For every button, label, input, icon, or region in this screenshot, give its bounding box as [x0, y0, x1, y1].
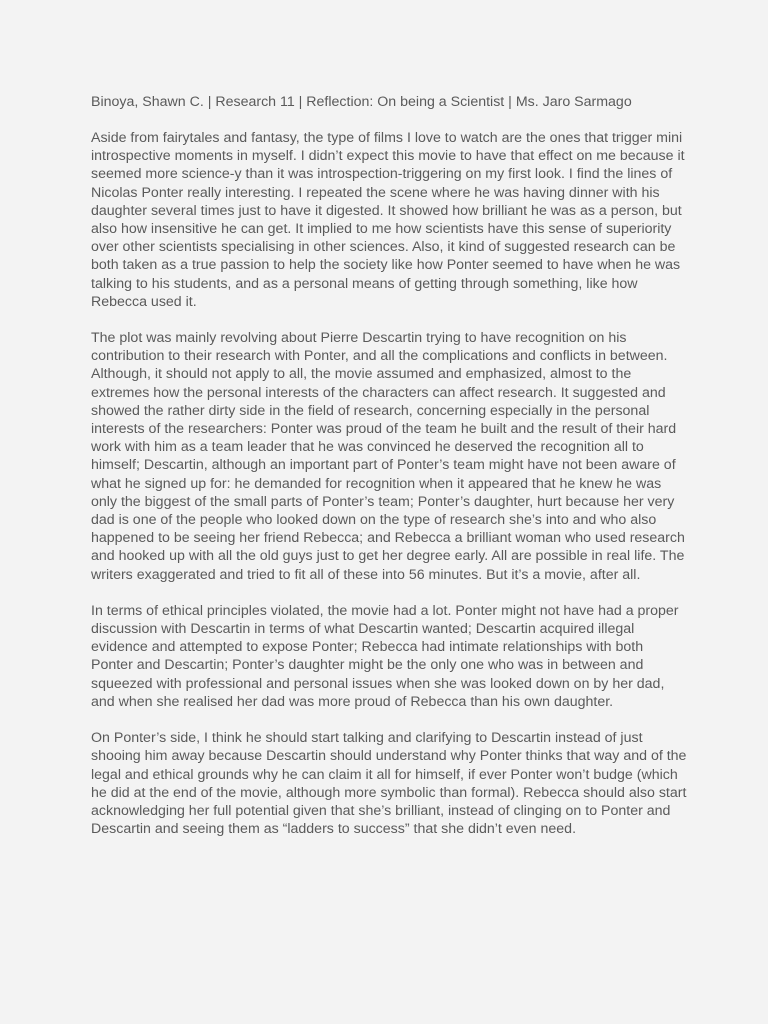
paragraph-plot: The plot was mainly revolving about Pierre Descartin trying to have recognition on his contribution to their research with Ponter, and all the complications and conflicts in between. Although, it should not apply to all, the movie assumed and emphasized, almost to the extremes how the personal interests of the characters can affect research. It suggested and showed the rather dirty side in the field of research, concerning especially in the personal interests of the researchers: Ponter was proud of the team he built and the result of their hard work with him as a team leader that he was convinced he deserved the recognition all to himself; Descartin, although an important part of Ponter’s team might have not been aware of what he signed up for: he demanded for recognition when it appeared that he knew he was only the biggest of the small parts of Ponter’s team; Ponter’s daughter, hurt because her very dad is one of the people who looked down on the type of research she’s into and who also happened to be seeing her friend Rebecca; and Rebecca a brilliant woman who used research and hooked up with all the old guys just to get her degree early. All are possible in real life. The writers exaggerated and tried to fit all of these into 56 minutes. But it’s a movie, after all.	[91, 330, 685, 583]
paragraph-intro: Aside from fairytales and fantasy, the type of films I love to watch are the ones that trigger mini introspective moments in myself. I didn’t expect this movie to have that effect on me because it seemed more science-y than it was introspection-triggering on my first look. I find the lines of Nicolas Ponter really interesting. I repeated the scene where he was having dinner with his daughter several times just to have it digested. It showed how brilliant he was as a person, but also how insensitive he can get. It implied to me how scientists have this sense of superiority over other scientists specialising in other sciences. Also, it kind of suggested research can be both taken as a true passion to help the society like how Ponter seemed to have when he was talking to his students, and as a personal means of getting through something, like how Rebecca used it.	[91, 130, 685, 310]
paragraph-conclusion: On Ponter’s side, I think he should start talking and clarifying to Descartin instead of just shooing him away because Descartin should understand why Ponter thinks that way and of the legal and ethical grounds why he can claim it all for himself, if ever Ponter won’t budge (which he did at the end of the movie, although more symbolic than formal). Rebecca should also start acknowledging her full potential given that she’s brilliant, instead of clinging on to Ponter and Descartin and seeing them as “ladders to success” that she didn’t even need.	[91, 730, 687, 838]
paragraph-ethics: In terms of ethical principles violated, the movie had a lot. Ponter might not have had a proper discussion with Descartin in terms of what Descartin wanted; Descartin acquired illegal evidence and attempted to expose Ponter; Rebecca had intimate relationships with both Ponter and Descartin; Ponter’s daughter might be the only one who was in between and squeezed with professional and personal issues when she was looked down on by her dad, and when she realised her dad was more proud of Rebecca than his own daughter.	[91, 602, 679, 710]
document-header: Binoya, Shawn C. | Research 11 | Reflection: On being a Scientist | Ms. Jaro Sarmago	[91, 94, 632, 110]
